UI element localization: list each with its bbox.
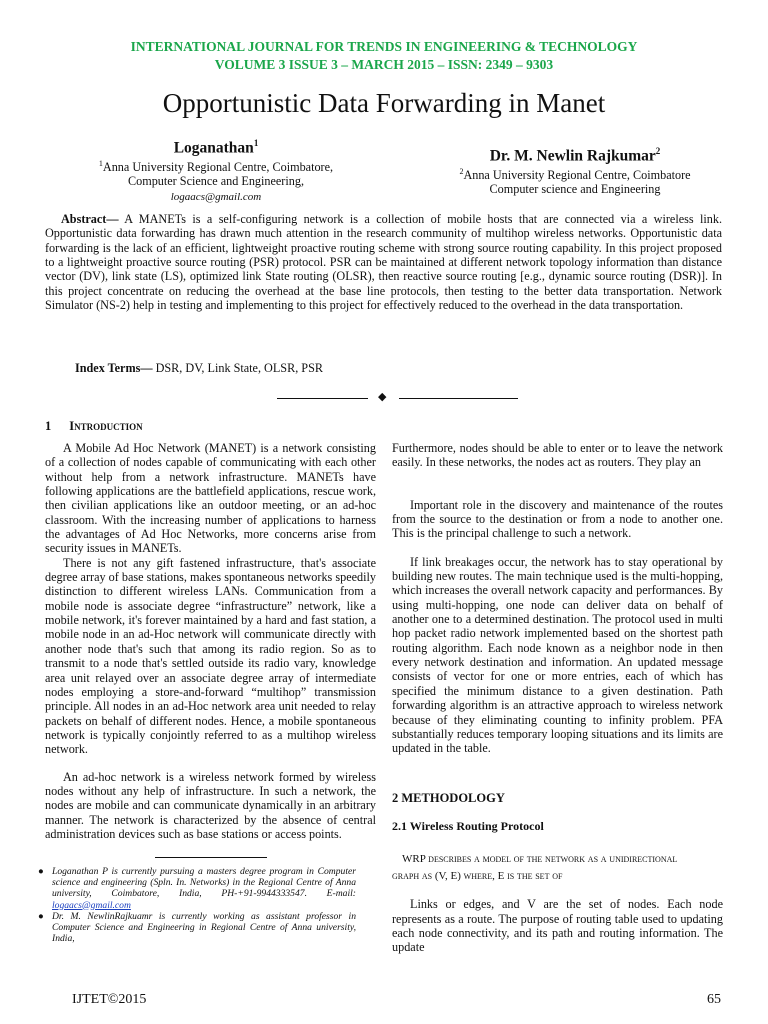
abstract-text: A MANETs is a self-configuring network is a collection of mobile hosts that are connected via a wireless link. Opportunistic data forwarding has drawn much attention in the research community of multihop wireless networks. Opportunistic data forwarding is the lack of an efficient, lightweight proactive routing scheme with strong source routing capability. In this project proposed to a lightweight proactive source routing (PSR) protocol. PSR can be maintained at different network topology information than distance vector (DV), link state (LS), optimized link State routing (OLSR), then reactive source routing [e.g., dynamic source routing (DSR)]. In this project concentrate on reducing the overhead at the base line protocols, then testing to the better data transportation. Network Simulator (NS-2) help in testing and implementing to this project for effectively reduced to the overhead in the data transportation. bbox=[45, 212, 722, 313]
footnote-author1 bbox=[38, 866, 356, 911]
footnote2-text: Dr. M. NewlinRajkuamr is currently working as assistant professor in Computer Science and Engineering in Regional Centre of Anna university, India, bbox=[52, 910, 356, 945]
intro-paragraph-1: A Mobile Ad Hoc Network (MANET) is a network consisting of a collection of nodes capable of communicating with each other without help from a network infrastructure. MANETs have following applications are the battlefield applications, rescue work, then civilian applications like an outdoor meeting, or an ad-hoc classroom. With the increasing number of applications to harness the advantages of Ad Hoc Networks, more concerns arise from security issues in MANETs. bbox=[45, 441, 376, 556]
right-paragraph-1: Furthermore, nodes should be able to enter or to leave the network easily. In these networks, the nodes act as routers. They play an bbox=[392, 441, 723, 470]
author1-aff-sup: 1 bbox=[98, 159, 103, 169]
right-paragraph-4: Links or edges, and V are the set of nodes. Each node represents as a route. The purpose of routing table used to updating each node connectivity, and its path and routing information. The update bbox=[392, 897, 723, 955]
abstract bbox=[45, 212, 722, 312]
section-2-1-heading: 2.1 Wireless Routing Protocol bbox=[392, 818, 544, 833]
page-number: 65 bbox=[707, 992, 721, 1007]
author2-aff-line1 bbox=[430, 165, 720, 182]
section-1-heading bbox=[45, 419, 143, 434]
author2-aff-text1: Anna University Regional Centre, Coimbatore bbox=[463, 168, 691, 183]
author1-affiliation bbox=[60, 157, 372, 204]
right-paragraph-3: If link breakages occur, the network has to stay operational by building new routes. The main technique used is the multi-hopping, which increases the overall network capacity and performances. By using multi-hopping, one node can deliver data on behalf of another one to a determined destination. The protocol used in multi hop packet radio network implemented based on the shortest path routing algorithm. Each node known as a neighbor node in then every network destination and information. An updated message consists of vector for one or more entries, each of which has specified the minimum distance to a given destination. Path forwarding algorithm is an attractive approach to wireless network because of they eliminating counting to infinity problem. PFA substantially reduces temporary looping situations and its limits are updated in the table. bbox=[392, 554, 723, 756]
abstract-label: Abstract— bbox=[61, 212, 119, 226]
author2-name-line bbox=[430, 146, 720, 165]
author1-email: logaacs@gmail.com bbox=[170, 191, 262, 204]
index-terms-label: Index Terms— bbox=[75, 361, 153, 375]
section-1-title: Introduction bbox=[69, 419, 143, 433]
wrp-smallcaps-line-2: graph as (V, E) where, E is the set of bbox=[392, 870, 563, 883]
right-paragraph-2: Important role in the discovery and maintenance of the routes from the source to the destination or from a node to another one. This is the principal challenge to such a network. bbox=[392, 497, 723, 541]
index-terms-text: DSR, DV, Link State, OLSR, PSR bbox=[152, 361, 323, 375]
left-column bbox=[45, 441, 376, 841]
separator-line-right bbox=[399, 398, 518, 399]
separator-line-left bbox=[277, 398, 368, 399]
author2-block bbox=[430, 146, 720, 196]
author1-block bbox=[60, 138, 372, 204]
author2-sup: 2 bbox=[655, 146, 661, 156]
intro-paragraph-3: An ad-hoc network is a wireless network formed by wireless nodes without any help of infrastructure. In such a network, the nodes are mobile and can communicate dynamically in an arbitrary manner. The network is characterized by the absence of central administration devices such as base stations or access points. bbox=[45, 769, 376, 841]
footnote-rule bbox=[155, 857, 267, 858]
author2-affiliation bbox=[430, 165, 720, 196]
journal-name: INTERNATIONAL JOURNAL FOR TRENDS IN ENGINEERING & TECHNOLOGY bbox=[130, 39, 638, 54]
separator-diamond-icon: ◆ bbox=[378, 391, 387, 403]
author1-aff-line2: Computer Science and Engineering, bbox=[128, 174, 304, 189]
footnote1-email-link[interactable]: logaacs@gmail.com bbox=[52, 899, 131, 911]
author1-name: Loganathan bbox=[173, 139, 254, 157]
footnotes bbox=[38, 866, 356, 944]
wrp-smallcaps-line-1: WRP describes a model of the network as a unidirectional bbox=[402, 853, 678, 866]
section-2-heading: 2 METHODOLOGY bbox=[392, 790, 505, 805]
footnote-author2 bbox=[38, 911, 356, 945]
journal-volume-issue: VOLUME 3 ISSUE 3 – MARCH 2015 – ISSN: 2349 – 9303 bbox=[214, 57, 554, 72]
index-terms bbox=[75, 361, 715, 376]
author1-aff-line1 bbox=[60, 157, 372, 174]
author2-aff-line2: Computer science and Engineering bbox=[489, 182, 661, 197]
right-column bbox=[392, 441, 723, 955]
author1-aff-text1: Anna University Regional Centre, Coimbatore, bbox=[102, 160, 334, 175]
paper-title: Opportunistic Data Forwarding in Manet bbox=[162, 88, 606, 118]
footer-journal: IJTET©2015 bbox=[72, 992, 147, 1007]
author1-sup: 1 bbox=[253, 138, 259, 148]
author1-name-line bbox=[60, 138, 372, 157]
footnote-bullet-icon: ● bbox=[38, 910, 44, 922]
intro-paragraph-2: There is not any gift fastened infrastructure, that's associate degree array of base stations, makes spontaneous networks speedily distinction to different wireless LANs. Communication from a mobile node is associate degree “infrastructure” network, like a mobile network, it's forever maintained by a hard and fast station, a mobile node in an ad-Hoc network will communicate directly with another node that's such that among its radio region. So as to transmit to a node that's settled outside its radio vary, knowledge area unit relayed over an associate degree array of intermediate nodes employing a store-and-forward “multihop” transmission principle. All nodes in an ad-Hoc network area unit needed to relay packets on behalf of different nodes. Hence, a mobile spontaneous network is typically conjointly referred to as a multihop wireless network. bbox=[45, 555, 376, 757]
footnote-bullet-icon: ● bbox=[38, 866, 44, 877]
author2-aff-sup: 2 bbox=[459, 167, 464, 177]
section-1-number: 1 bbox=[45, 419, 52, 433]
footnote1-text: Loganathan P is currently pursuing a masters degree program in Computer science and engineering (Spln. In. Networks) in the Regional Centre of Anna university, Coimbatore, India, PH-+91-9944333547. E-mail: bbox=[52, 866, 356, 900]
author2-name: Dr. M. Newlin Rajkumar bbox=[489, 147, 656, 165]
